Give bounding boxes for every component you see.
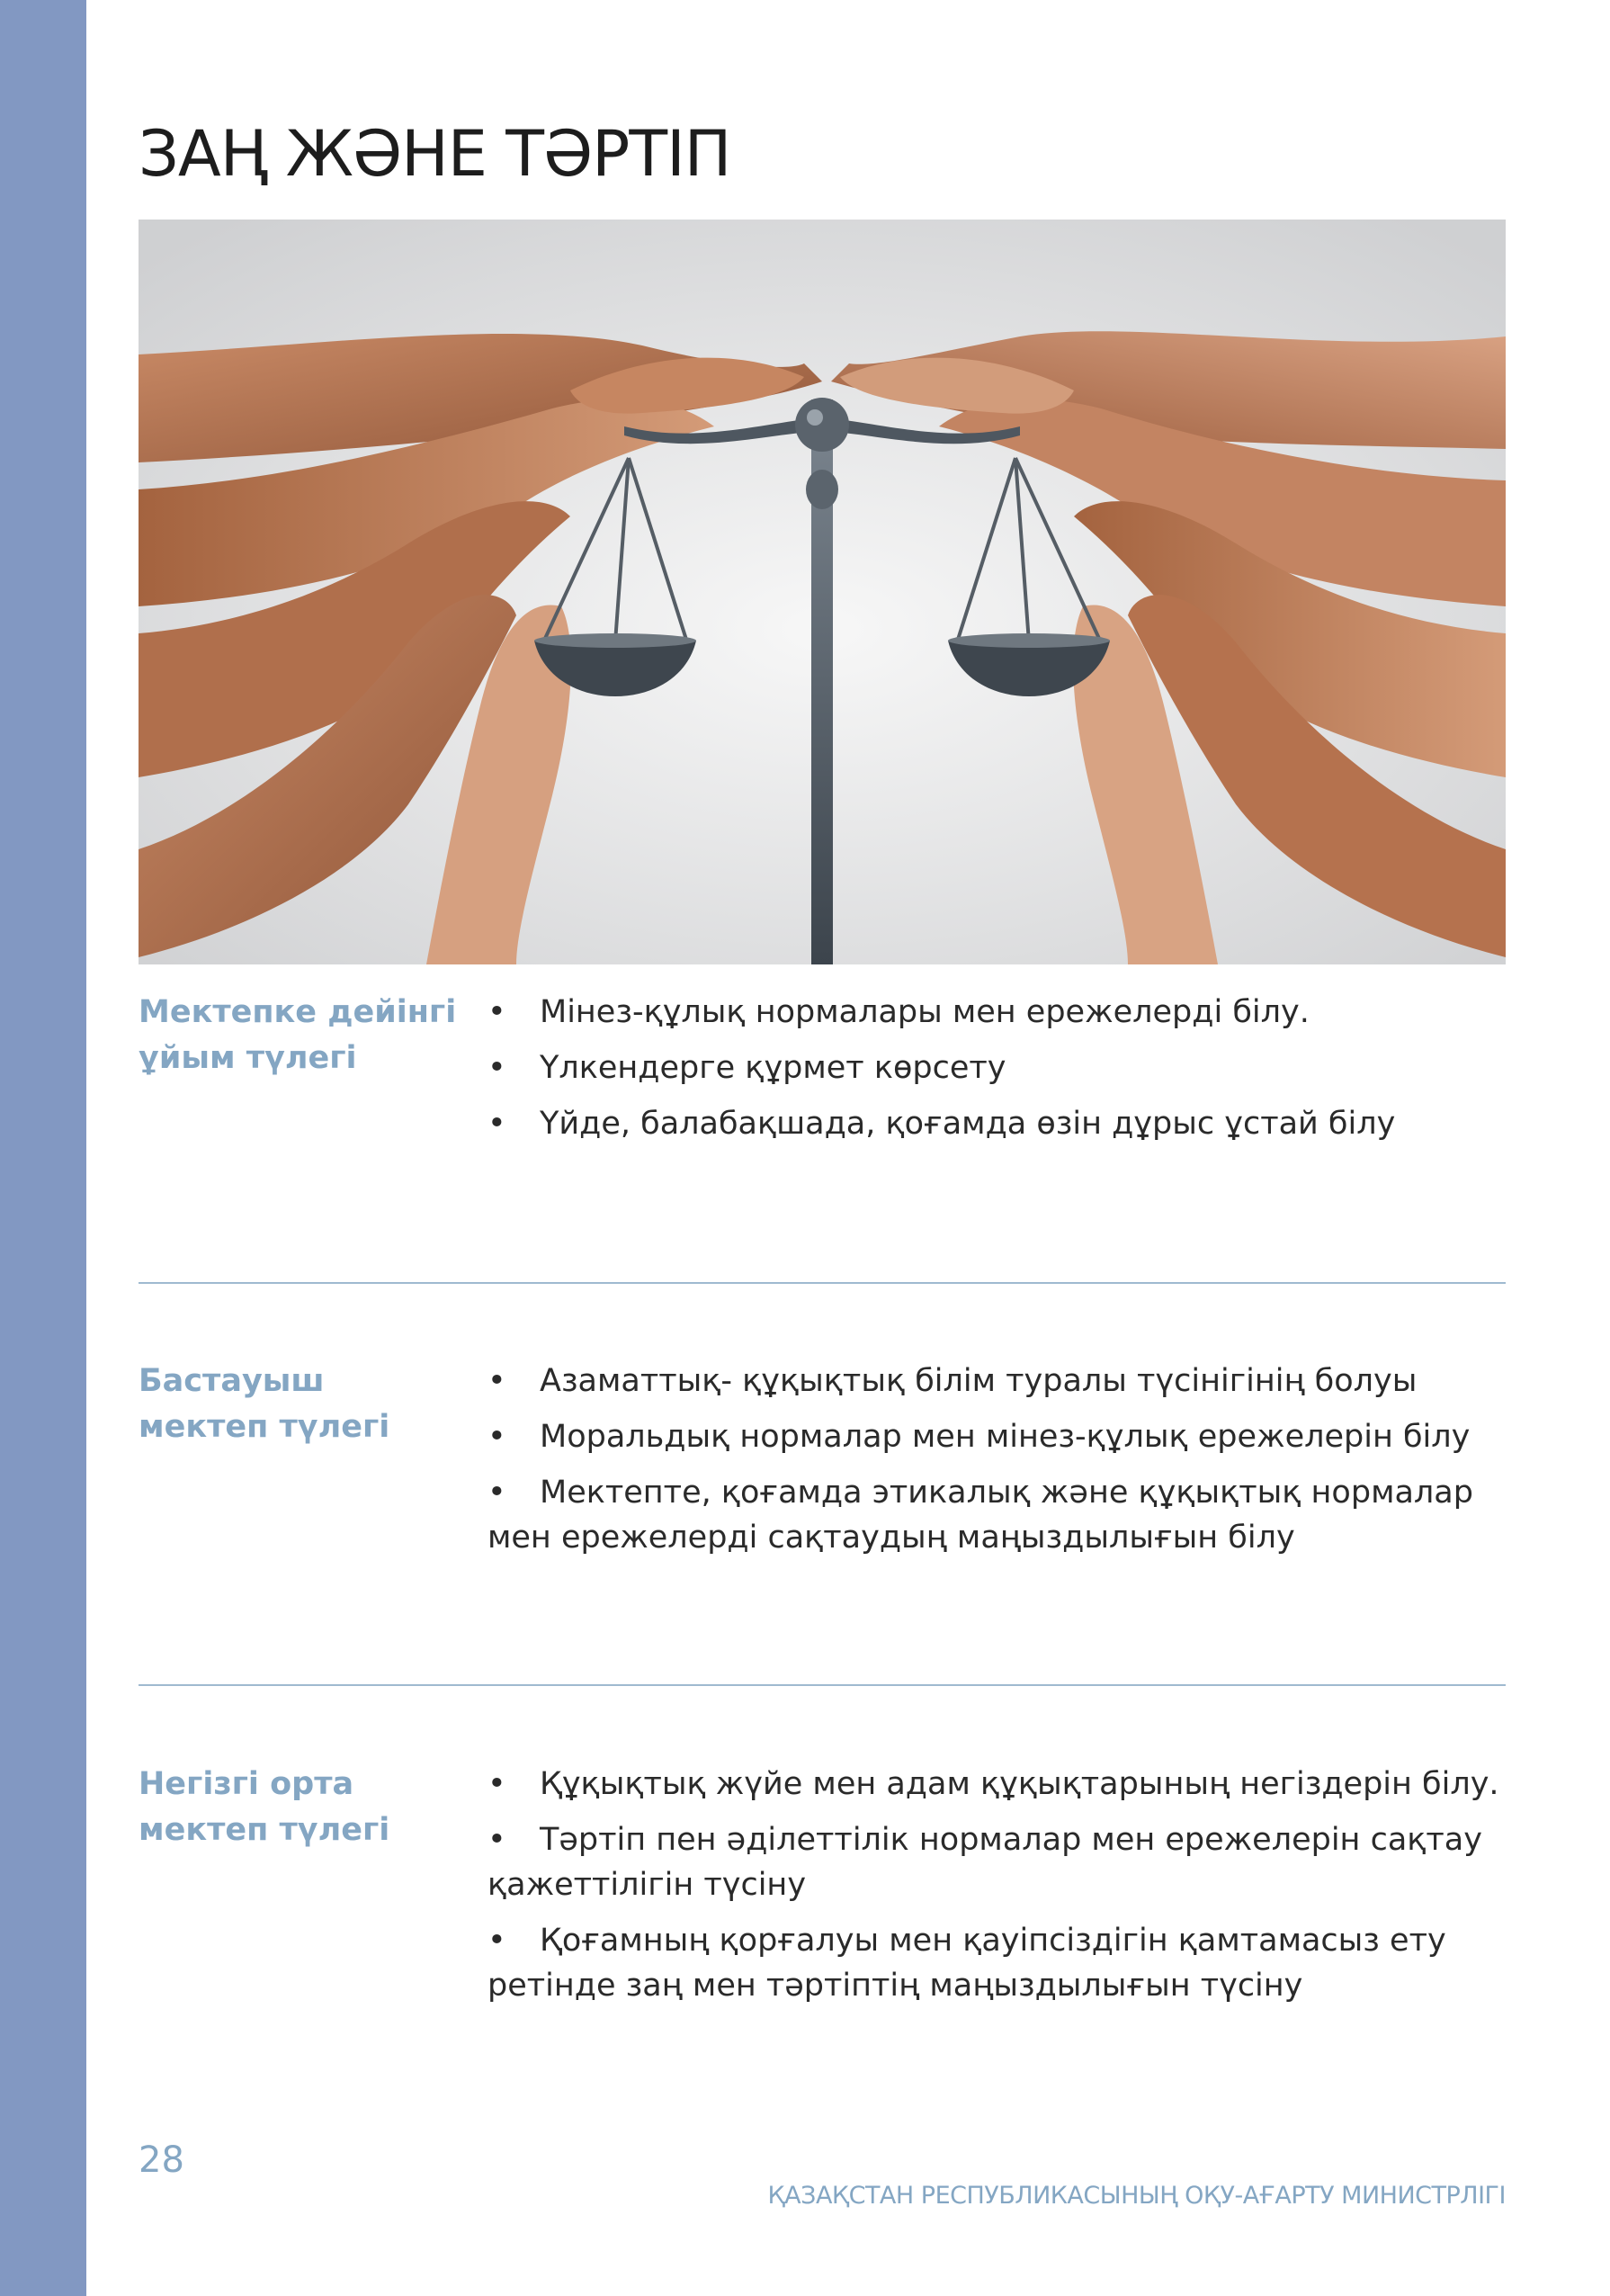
list-item xyxy=(487,1762,1513,1807)
list-item xyxy=(487,1470,1513,1560)
bullet-icon: • xyxy=(487,994,506,1030)
list-item-text: Тәртіп пен әділеттілік нормалар мен ережелерін сақтау қажеттілігін түсіну xyxy=(487,1822,1482,1903)
section-divider xyxy=(139,1684,1506,1686)
list-item xyxy=(487,1817,1513,1907)
page-title: ЗАҢ ЖӘНЕ ТӘРТІП xyxy=(139,117,731,191)
list-item xyxy=(487,1414,1513,1459)
list-item xyxy=(487,1101,1513,1146)
left-side-bar xyxy=(0,0,86,2296)
section-basic-secondary-graduate xyxy=(139,1762,1506,2031)
list-item xyxy=(487,1359,1513,1404)
bullet-icon: • xyxy=(487,1766,506,1802)
list-item-text: Моральдық нормалар мен мінез-құлық ережелерін білу xyxy=(540,1419,1471,1455)
page-number: 28 xyxy=(139,2139,184,2181)
bullet-icon: • xyxy=(487,1050,506,1086)
bullet-icon: • xyxy=(487,1475,506,1511)
bullet-icon: • xyxy=(487,1419,506,1455)
list-item-text: Үлкендерге құрмет көрсету xyxy=(540,1050,1006,1086)
list-item-text: Үйде, балабақшада, қоғамда өзін дұрыс ұстай білу xyxy=(540,1106,1396,1142)
list-item-text: Мінез-құлық нормалары мен ережелерді білу. xyxy=(540,994,1310,1030)
section-divider xyxy=(139,1282,1506,1284)
list-item-text: Құқықтық жүйе мен адам құқықтарының негіздерін білу. xyxy=(540,1766,1499,1802)
section-primary-school-graduate xyxy=(139,1359,1506,1592)
bullet-icon: • xyxy=(487,1363,506,1399)
bullet-icon: • xyxy=(487,1923,506,1959)
bullet-list xyxy=(487,1762,1513,2019)
list-item xyxy=(487,1918,1513,2008)
list-item-text: Мектепте, қоғамда этикалық және құқықтық нормалар мен ережелерді сақтаудың маңыздылығын білу xyxy=(487,1475,1473,1556)
section-preschool-graduate xyxy=(139,990,1506,1206)
list-item xyxy=(487,990,1513,1035)
bullet-list xyxy=(487,1359,1513,1571)
bullet-list xyxy=(487,990,1513,1157)
footer-ministry-name: ҚАЗАҚСТАН РЕСПУБЛИКАСЫНЫҢ ОҚУ-АҒАРТУ МИНИСТРЛІГІ xyxy=(767,2182,1506,2210)
bullet-icon: • xyxy=(487,1822,506,1858)
bullet-icon: • xyxy=(487,1106,506,1142)
list-item-text: Қоғамның қорғалуы мен қауіпсіздігін қамтамасыз ету ретінде заң мен тәртіптің маңыздылығын түсіну xyxy=(487,1923,1446,2004)
section-title: Бастауыш мектеп түлегі xyxy=(139,1363,390,1445)
list-item-text: Азаматтық- құқықтық білім туралы түсінігінің болуы xyxy=(540,1363,1418,1399)
section-title: Негізгі орта мектеп түлегі xyxy=(139,1766,390,1848)
list-item xyxy=(487,1045,1513,1090)
justice-scales-hands-image xyxy=(139,220,1506,964)
section-title: Мектепке дейінгі ұйым түлегі xyxy=(139,994,457,1076)
